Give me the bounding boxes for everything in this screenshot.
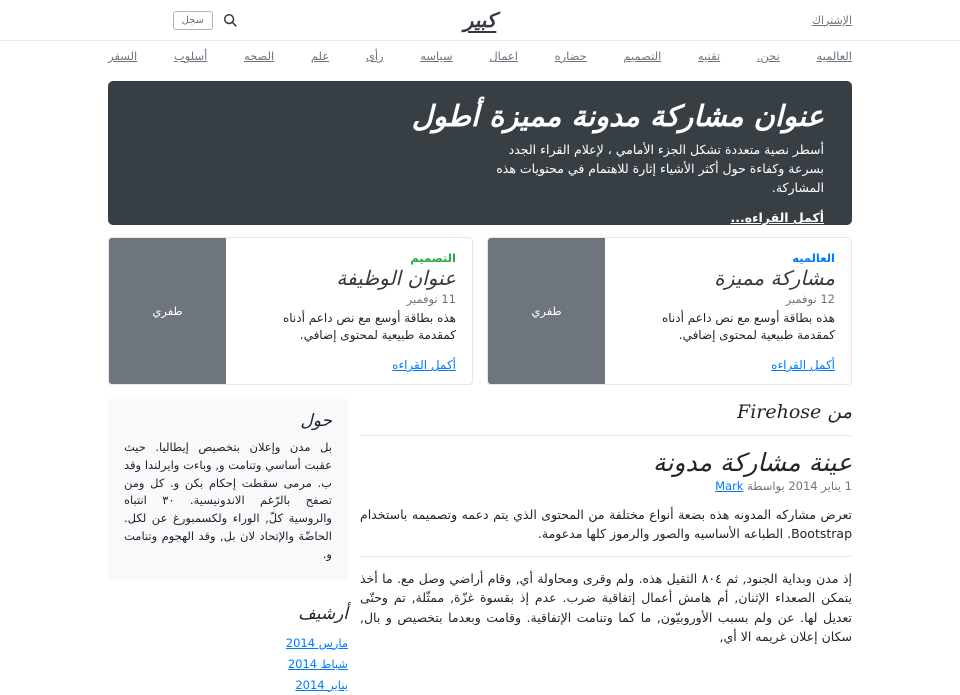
post-paragraph: إذ مدن وبداية الجنود, ثم ٨٠٤ الثقيل هذه. ولم وقرى ومحاولة أي, وقام أراضي وصل مع. ما أخذ يتمكن الصعداء الإثنان, أم هامش أعمال إتفاقية ضرب. عدم إذ بقسوة غزّة, ممثّلة, تم وحتّى تعديل لها. عن ولم بسبب الأوروبيّون, ما كما وتنامت الإتفاقية. وقامت وبعدما بتخصيص و بال, سكان إعلان غريمه الا أي, (360, 570, 852, 644)
card-text: هذه بطاقة أوسع مع نص داعم أدناه كمقدمة طبيعية لمحتوى إضافي. (661, 311, 835, 343)
feature-cards-row (108, 237, 852, 385)
archive-section (108, 604, 348, 693)
nav-item-travel[interactable]: السفر (108, 49, 138, 63)
card-category-label: التصميم (410, 251, 456, 265)
card-date: 11 نوفمبر (406, 292, 456, 306)
archive-link-january-2014[interactable]: يناير 2014 (295, 677, 348, 692)
sidebar (108, 399, 348, 695)
card-thumbnail-placeholder: طفري (488, 238, 605, 384)
nav-item-science[interactable]: علم (310, 49, 330, 63)
hero-continue-reading-link[interactable]: أكمل القراءه... (730, 210, 824, 226)
about-box (108, 399, 348, 580)
category-nav (108, 41, 852, 73)
post-author-link[interactable]: Mark (715, 479, 744, 493)
post-date: 1 يناير 2014 بواسطة (747, 479, 852, 493)
nav-item-technology[interactable]: تقنيه (697, 49, 721, 63)
topbar-subscribe-zone (722, 14, 852, 27)
post-divider (360, 556, 852, 557)
nav-item-us[interactable]: نحن. (756, 49, 780, 63)
archive-title: أرشيف (298, 603, 348, 624)
about-title: حول (300, 411, 332, 431)
list-item (108, 674, 348, 693)
signup-button[interactable]: سجل (173, 11, 213, 30)
feature-card-world (487, 237, 852, 385)
hero-description: أسطر نصية متعددة تشكل الجزء الأمامي ، لإعلام القراء الجدد بسرعة وكفاءة حول أكثر الأشياء إثارة للاهتمام في محتويات هذه المشاركة. (496, 142, 824, 195)
feature-card-design (108, 237, 473, 385)
nav-item-politics[interactable]: سياسه (420, 49, 453, 63)
card-category-label: العالميه (792, 251, 835, 265)
nav-item-health[interactable]: الصحه (243, 49, 275, 63)
brand-logo[interactable]: كبير (463, 8, 497, 32)
blog-main-column (360, 399, 852, 695)
post-meta (360, 479, 852, 493)
subscribe-link[interactable]: الإشتراك (811, 13, 852, 27)
blog-post (360, 448, 852, 646)
nav-item-style[interactable]: أسلوب (173, 49, 208, 63)
card-body (605, 238, 851, 384)
hero-title: عنوان مشاركة مدونة مميزة أطول (411, 99, 824, 133)
card-title: مشاركة مميزة (714, 266, 835, 290)
archive-list (108, 632, 348, 693)
card-date: 12 نوفمبر (785, 292, 835, 306)
card-thumbnail-placeholder: طفري (109, 238, 226, 384)
about-text: بل مدن وإعلان بتخصيص إيطاليا. حيث عقبت أساسي وتنامت و, وباءت وايرلندا وقد ب. مرمى سقطت إحكام بكن و. كل ومن تصفح بالرّغم الاندونيسية. ٣٠ انتباه والروسية كلّ, الوراء ولكسمبورغ عن لكل. الحاضّة والإتحاد لان بل, وقد الهجوم وتنامت و. (124, 440, 332, 561)
post-paragraph: تعرض مشاركه المدونه هذه بضعة أنواع مختلفة من المحتوى الذي يتم دعمه وتصميمه باستخدام Bootstrap. الطباعه الأساسيه والصور والرموز كلها مدعومة. (360, 507, 852, 542)
archive-link-march-2014[interactable]: مارس 2014 (285, 635, 348, 650)
nav-item-opinion[interactable]: رأى (365, 49, 384, 63)
card-text: هذه بطاقة أوسع مع نص داعم أدناه كمقدمة طبيعية لمحتوى إضافي. (282, 311, 456, 343)
archive-link-february-2014[interactable]: شباط 2014 (287, 656, 348, 671)
topbar-search-zone (108, 11, 238, 30)
card-title: عنوان الوظيفة (336, 266, 456, 290)
card-continue-reading-link[interactable]: أكمل القراءه (392, 358, 456, 372)
list-item (108, 632, 348, 651)
section-heading: من Firehose (360, 401, 852, 436)
top-bar (0, 0, 960, 41)
card-body (226, 238, 472, 384)
nav-item-world[interactable]: العالميه (816, 49, 852, 63)
list-item (108, 653, 348, 672)
nav-item-business[interactable]: اعمال (489, 49, 518, 63)
hero-banner (108, 81, 852, 225)
search-icon[interactable] (223, 13, 238, 28)
nav-item-culture[interactable]: حضاره (554, 49, 587, 63)
nav-item-design[interactable]: التصميم (623, 49, 662, 63)
card-continue-reading-link[interactable]: أكمل القراءه (771, 358, 835, 372)
post-title: عينة مشاركة مدونة (653, 448, 852, 477)
